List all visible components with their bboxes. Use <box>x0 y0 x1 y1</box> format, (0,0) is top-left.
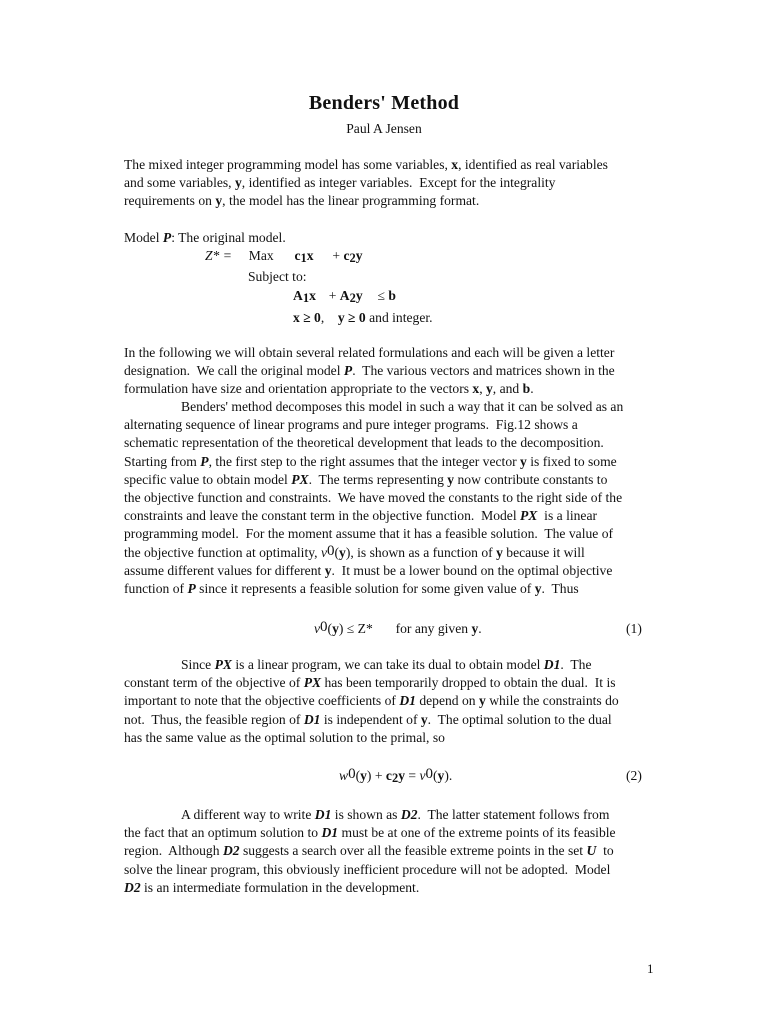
text-run: PX <box>520 508 538 524</box>
text-run: is fixed to some <box>526 453 617 469</box>
text-line <box>124 674 684 692</box>
text-line <box>124 544 684 562</box>
text-line <box>124 380 684 398</box>
text-run: is shown as <box>331 807 401 822</box>
text-line <box>124 416 684 434</box>
text-line <box>124 580 684 598</box>
document-author: Paul A Jensen <box>346 121 422 136</box>
text-run: x <box>451 157 459 172</box>
text-run: has the same value as the optimal solution to the primal, so <box>124 729 445 745</box>
text-run: schematic representation of the theoretical development that leads to the decomposition. <box>124 435 604 451</box>
text-run: specific value to obtain model <box>124 471 292 487</box>
text-run: is a linear <box>537 508 598 524</box>
text-run: y <box>339 544 346 560</box>
text-line <box>124 806 684 824</box>
page-number: 1 <box>647 961 654 976</box>
text-run: suggests a search over all the feasible extreme points in the set <box>239 843 587 859</box>
text-run: Benders' method decomposes this model in such a way that it can be solved as an <box>181 399 624 414</box>
text-run: A different way to write <box>181 807 315 822</box>
text-run: programming model. For the moment assume that it has a feasible solution. The value of <box>124 526 614 542</box>
text-run: D1 <box>543 657 561 672</box>
equation-2-number: (2) <box>626 768 642 783</box>
text-run: the fact that an optimum solution to <box>124 825 322 841</box>
text-run: is a linear program, we can take its dual to obtain model <box>231 657 544 672</box>
nonnegativity-row: x ≥ 0, y ≥ 0 and integer. <box>293 310 433 325</box>
text-run: not. Thus, the feasible region of <box>124 711 304 727</box>
text-run: . The terms representing <box>308 471 448 487</box>
text-line <box>124 525 684 543</box>
text-run: , identified as real variables <box>458 157 608 172</box>
text-line <box>124 656 684 674</box>
text-run: b <box>522 381 531 397</box>
paragraph-d2 <box>124 806 684 897</box>
text-run: y <box>420 711 428 727</box>
text-line <box>124 453 684 471</box>
text-run: because it will <box>502 544 585 560</box>
text-line <box>124 861 684 879</box>
text-run: designation. We call the original model <box>124 363 344 379</box>
text-run: , and <box>492 381 523 397</box>
text-run: . Thus <box>541 581 579 597</box>
text-run: assume different values for different <box>124 562 325 578</box>
text-run: P <box>200 453 209 469</box>
text-run: . The latter statement follows from <box>417 807 610 822</box>
objective-function: Z* = Max c1x + c2y <box>205 248 363 265</box>
paragraph-benders <box>124 398 684 598</box>
text-run: constant term of the objective of <box>124 675 304 691</box>
text-run: formulation have size and orientation appropriate to the vectors <box>124 381 473 397</box>
text-run: important to note that the objective coefficients of <box>124 693 400 709</box>
text-line <box>124 398 684 416</box>
text-run: y <box>486 381 493 397</box>
text-run: y <box>534 581 542 597</box>
text-run: 0 <box>326 542 335 559</box>
equation-1: ν0(y) ≤ Z* for any given y. <box>314 619 482 636</box>
constraint-row: A1x + A2y ≤ b <box>293 288 396 305</box>
text-run: D2 <box>400 807 418 822</box>
text-line <box>124 489 684 507</box>
text-run: the objective function at optimality, <box>124 544 321 560</box>
text-run: ( <box>334 544 340 560</box>
text-run: y <box>234 175 242 191</box>
text-run: D1 <box>303 711 321 727</box>
text-line <box>124 562 684 580</box>
subject-to-label: Subject to: <box>248 269 307 284</box>
text-run: U <box>586 843 597 859</box>
text-run: since it represents a feasible solution for some given value of <box>195 581 535 597</box>
text-run: x <box>472 381 480 397</box>
equation-2: w0(y) + c2y = ν0(y). <box>339 766 453 785</box>
text-line <box>124 824 684 842</box>
text-run: the objective function and constraints. We have moved the constants to the right side of the <box>124 490 623 506</box>
text-line <box>124 344 684 362</box>
text-run: , <box>479 381 486 397</box>
text-run: D2 <box>222 843 240 859</box>
text-run: y <box>324 562 332 578</box>
text-run: , the model has the linear programming format. <box>222 193 480 209</box>
text-run: y <box>215 193 223 209</box>
text-run: is an intermediate formulation in the development. <box>140 879 420 895</box>
text-run: D1 <box>321 825 339 841</box>
text-run: , identified as integer variables. Except for the integrality <box>241 175 556 191</box>
text-run: now contribute constants to <box>454 471 608 487</box>
document-title: Benders' Method <box>308 92 460 114</box>
equation-1-number: (1) <box>626 621 642 636</box>
text-run: y <box>479 693 486 709</box>
objective-lhs: Z* = <box>205 248 232 263</box>
paragraph-designation <box>124 344 684 399</box>
text-run: D1 <box>314 807 332 822</box>
text-run: P <box>187 581 196 597</box>
text-run: . The <box>560 657 592 672</box>
text-run: . It must be a lower bound on the optimal objective <box>331 562 613 578</box>
paragraph-intro <box>124 156 684 211</box>
text-line <box>124 156 684 174</box>
text-run: ), is shown as a function of <box>345 544 497 560</box>
text-line <box>124 362 684 380</box>
text-run: solve the linear program, this obviously inefficient procedure will not be adopted. Model <box>124 861 611 877</box>
text-run: D2 <box>124 879 141 895</box>
text-run: PX <box>291 471 309 487</box>
text-run: must be at one of the extreme points of its feasible <box>338 825 616 841</box>
text-run: In the following we will obtain several related formulations and each will be given a letter <box>124 345 615 360</box>
text-run: Starting from <box>124 453 201 469</box>
text-run: ν <box>320 544 327 560</box>
text-line <box>124 729 684 747</box>
text-run: has been temporarily dropped to obtain the dual. It is <box>321 675 616 691</box>
paragraph-dual <box>124 656 684 747</box>
text-run: . The various vectors and matrices shown in the <box>352 363 615 379</box>
text-run: y <box>496 544 503 560</box>
text-run: function of <box>124 581 188 597</box>
text-run: PX <box>214 657 232 672</box>
objective-max: Max <box>248 248 274 263</box>
text-run: alternating sequence of linear programs and pure integer programs. Fig.12 shows a <box>124 417 578 433</box>
text-run: D1 <box>399 693 416 709</box>
text-run: , the first step to the right assumes that the integer vector <box>208 453 521 469</box>
text-run: The mixed integer programming model has some variables, <box>124 157 452 172</box>
text-run: while the constraints do <box>485 693 619 709</box>
text-run: y <box>447 471 455 487</box>
text-run: depend on <box>415 693 479 709</box>
text-line <box>124 174 684 192</box>
text-line <box>124 434 684 452</box>
text-run: . The optimal solution to the dual <box>427 711 612 727</box>
model-name: P <box>162 230 172 245</box>
text-run: Since <box>181 657 215 672</box>
text-run: PX <box>303 675 322 691</box>
text-run: constraints and leave the constant term in the objective function. Model <box>124 508 520 524</box>
text-run: . <box>530 381 534 397</box>
model-p-label: Model P: The original model. <box>124 230 286 245</box>
text-line <box>124 471 684 489</box>
text-line <box>124 879 684 897</box>
text-line <box>124 842 684 860</box>
text-line <box>124 507 684 525</box>
text-run: region. Although <box>124 843 223 859</box>
text-run: to <box>596 843 614 859</box>
text-run: is independent of <box>320 711 421 727</box>
text-run: requirements on <box>124 193 216 209</box>
text-run: y <box>520 453 527 469</box>
text-line <box>124 711 684 729</box>
text-run: and some variables, <box>124 175 235 191</box>
text-run: P <box>343 363 353 379</box>
text-line <box>124 192 684 210</box>
text-line <box>124 692 684 710</box>
